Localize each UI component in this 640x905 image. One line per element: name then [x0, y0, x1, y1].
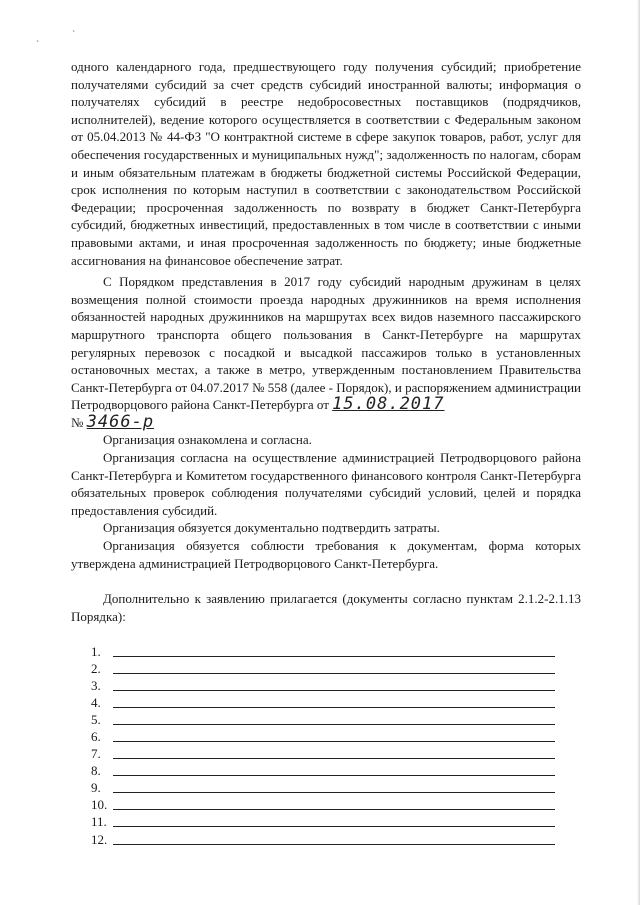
attachment-row [71, 641, 581, 658]
scan-speck: ˋ [72, 30, 76, 41]
attachment-row [71, 676, 581, 693]
attachment-row [71, 812, 581, 829]
attachment-blank-line [113, 678, 555, 691]
attachment-row [71, 795, 581, 812]
attachment-blank-line [113, 797, 555, 810]
document-body [71, 58, 581, 847]
attachment-number: 2. [91, 660, 101, 676]
attachment-blank-line [113, 644, 555, 657]
attachment-row [71, 659, 581, 676]
handwritten-order-number: 3466-р [86, 411, 155, 432]
attachment-row [71, 693, 581, 710]
attachment-number: 4. [91, 694, 101, 710]
attachment-blank-line [113, 661, 555, 674]
scan-speck: ˋ [36, 40, 40, 51]
attachment-blank-line [113, 763, 555, 776]
attachment-blank-line [113, 832, 555, 845]
paragraph-inspection-consent: Организация согласна на осуществление администрацией Петродворцового района Санкт-Петербурга и Комитетом государственного финансового контроля Санкт-Петербурга обязательных проверок соблюдения получателями субсидий условий, целей и порядка предоставления субсидий. [71, 450, 581, 518]
attachment-number: 9. [91, 780, 101, 796]
handwritten-date: 15.08.2017 [332, 394, 445, 415]
attachment-row [71, 778, 581, 795]
attachment-blank-line [113, 712, 555, 725]
attachment-number: 8. [91, 763, 101, 779]
attachment-row [71, 761, 581, 778]
attachment-blank-line [113, 814, 555, 827]
attachment-number: 6. [91, 728, 101, 744]
attachment-number: 10. [91, 797, 108, 813]
paragraph-order-reference [71, 273, 581, 431]
attachment-number: 3. [91, 677, 101, 693]
attachment-blank-line [113, 746, 555, 759]
attachment-number: 7. [91, 746, 101, 762]
paragraph-document-requirements: Организация обязуется соблюсти требования к документам, форма которых утверждена администрацией Петродворцового Санкт-Петербурга. [71, 538, 581, 571]
attachments-list [71, 641, 581, 846]
order-reference-text: С Порядком представления в 2017 году субсидий народным дружинам в целях возмещения полной стоимости проезда народных дружинников на время исполнения обязанностей народных дружинников на маршрутах всех видов наземного пассажирского маршрутного транспорта общего пользования в Санкт-Петербурге на маршрутах регулярных перевозок с посадкой и высадкой пассажиров только в установленных остановочных местах, а также в метро, утвержденным постановлением Правительства Санкт-Петербурга от 04.07.2017 № 558 (далее - Порядок), и распоряжением администрации Петродворцового района Санкт-Петербурга от [71, 274, 582, 413]
attachment-row [71, 744, 581, 761]
attachment-row [71, 829, 581, 846]
attachment-blank-line [113, 729, 555, 742]
paragraph-confirm-costs: Организация обязуется документально подтвердить затраты. [103, 520, 440, 536]
paragraph-recipient-requirements: одного календарного года, предшествующего году получения субсидий; приобретение получателями субсидий за счет средств субсидий иностранной валюты; информация о получателях субсидий в реестре недобросовестных поставщиков (подрядчиков, исполнителей), ведение которого осуществляется в соответствии с Федеральным законом от 05.04.2013 № 44-ФЗ "О контрактной системе в сфере закупок товаров, работ, услуг для обеспечения государственных и муниципальных нужд"; задолженность по налогам, сборам и иным обязательным платежам в бюджеты бюджетной системы Российской Федерации, срок исполнения по которым наступил в соответствии с законодательством Российской Федерации; просроченная задолженность по возврату в бюджет Санкт-Петербурга субсидий, бюджетных инвестиций, предоставленных в том числе в соответствии с иными правовыми актами, и иная просроченная задолженность по бюджету; иные бюджетные ассигнования на финансовое обеспечение затрат. [71, 59, 581, 268]
attachment-row [71, 727, 581, 744]
paragraph-acknowledged: Организация ознакомлена и согласна. [103, 432, 312, 448]
attachment-number: 5. [91, 711, 101, 727]
paragraph-attachments-intro: Дополнительно к заявлению прилагается (документы согласно пунктам 2.1.2-2.1.13 Порядка): [71, 591, 581, 624]
attachment-number: 11. [91, 814, 107, 830]
attachment-row [71, 710, 581, 727]
attachment-number: 12. [91, 831, 108, 847]
attachment-blank-line [113, 780, 555, 793]
attachment-number: 1. [91, 643, 101, 659]
order-number-prefix: № [71, 414, 84, 430]
attachment-blank-line [113, 695, 555, 708]
